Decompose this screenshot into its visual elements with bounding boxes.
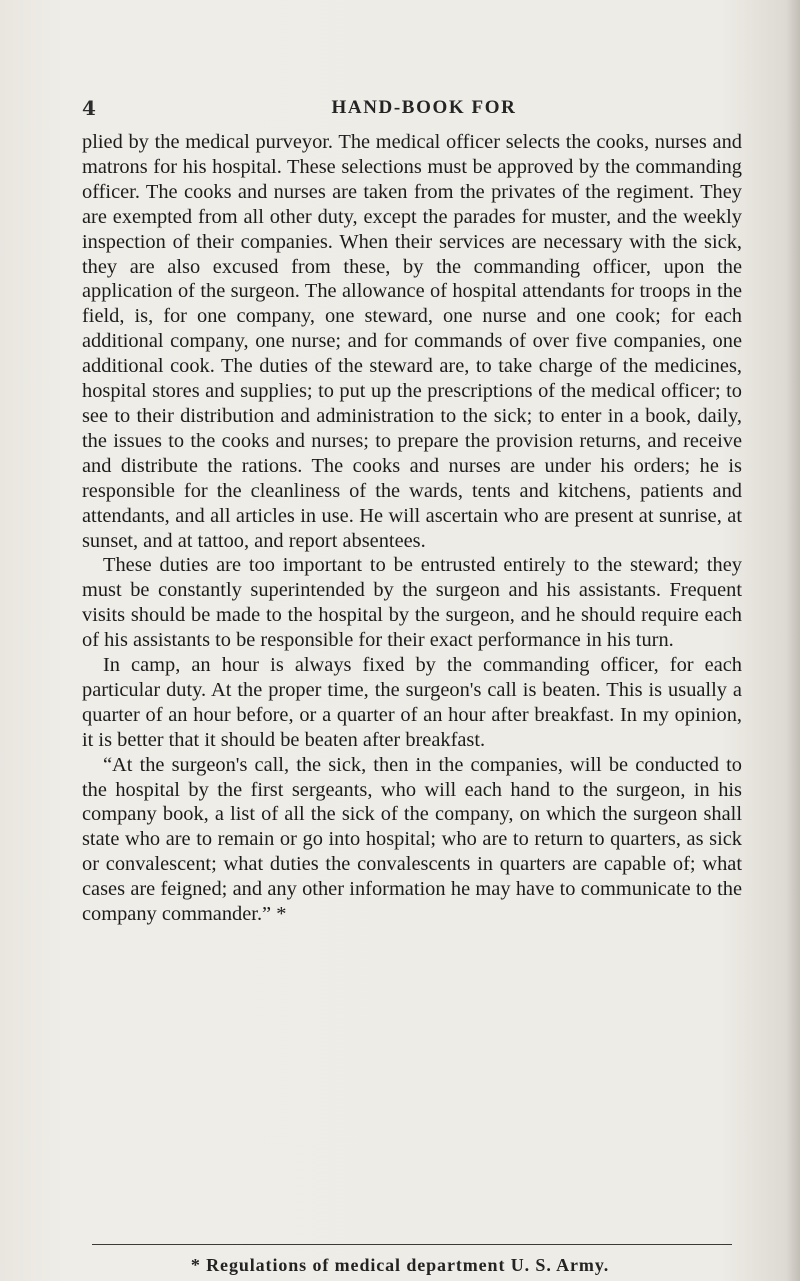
page-number: 4 [82,96,96,120]
running-title: HAND-BOOK FOR [331,97,517,118]
footnote: * Regulations of medical department U. S. Army. [190,1255,610,1275]
footnote-divider [92,1244,732,1245]
body-text [82,130,742,927]
paragraph-surgeons-call: In camp, an hour is always fixed by the commanding officer, for each particular duty. At the proper time, the surgeon's call is beaten. This is usually a quarter of an hour before, or a quarter of an hour after breakfast. In my opinion, it is better that it should be beaten after breakfast. [82,654,742,751]
paragraph-steward-supervision: These duties are too important to be entrusted entirely to the steward; they must be constantly superintended by the surgeon and his assistants. Frequent visits should be made to the hospital by the surgeon, and he should require each of his assistants to be responsible for their exact performance in his turn. [82,554,742,652]
page-header [82,96,742,120]
paragraph-regulation-quote: “At the surgeon's call, the sick, then in the companies, will be conducted to the hospital by the first sergeants, who will each hand to the surgeon, in his company book, a list of all the sick of the company, on which the surgeon shall state who are to remain or go into hospital; who are to return to quarters, as sick or convalescent; what duties the convalescents in quarters are capable of; what cases are feigned; and any other information he may have to communicate to the company commander.” * [82,753,742,926]
page-edge-shadow [786,0,800,1281]
paragraph-hospital-staff: plied by the medical purveyor. The medical officer selects the cooks, nurses and matrons for his hospital. These selections must be approved by the commanding officer. The cooks and nurses are taken from the privates of the regiment. They are exempted from all other duty, except the parades for muster, and the weekly inspection of their companies. When their services are necessary with the sick, they are also excused from these, by the commanding officer, upon the application of the surgeon. The allowance of hospital attendants for troops in the field, is, for one company, one steward, one nurse and one cook; for each additional company, one nurse; and for commands of over five companies, one additional cook. The duties of the steward are, to take charge of the medicines, hospital stores and supplies; to put up the prescriptions of the medical officer; to see to their distribution and administration to the sick; to enter in a book, daily, the issues to the cooks and nurses; to prepare the provision returns, and receive and distribute the rations. The cooks and nurses are under his orders; he is responsible for the cleanliness of the wards, tents and kitchens, patients and attendants, and all articles in use. He will ascertain who are present at sunrise, at sunset, and at tattoo, and report absentees. [82,131,742,552]
